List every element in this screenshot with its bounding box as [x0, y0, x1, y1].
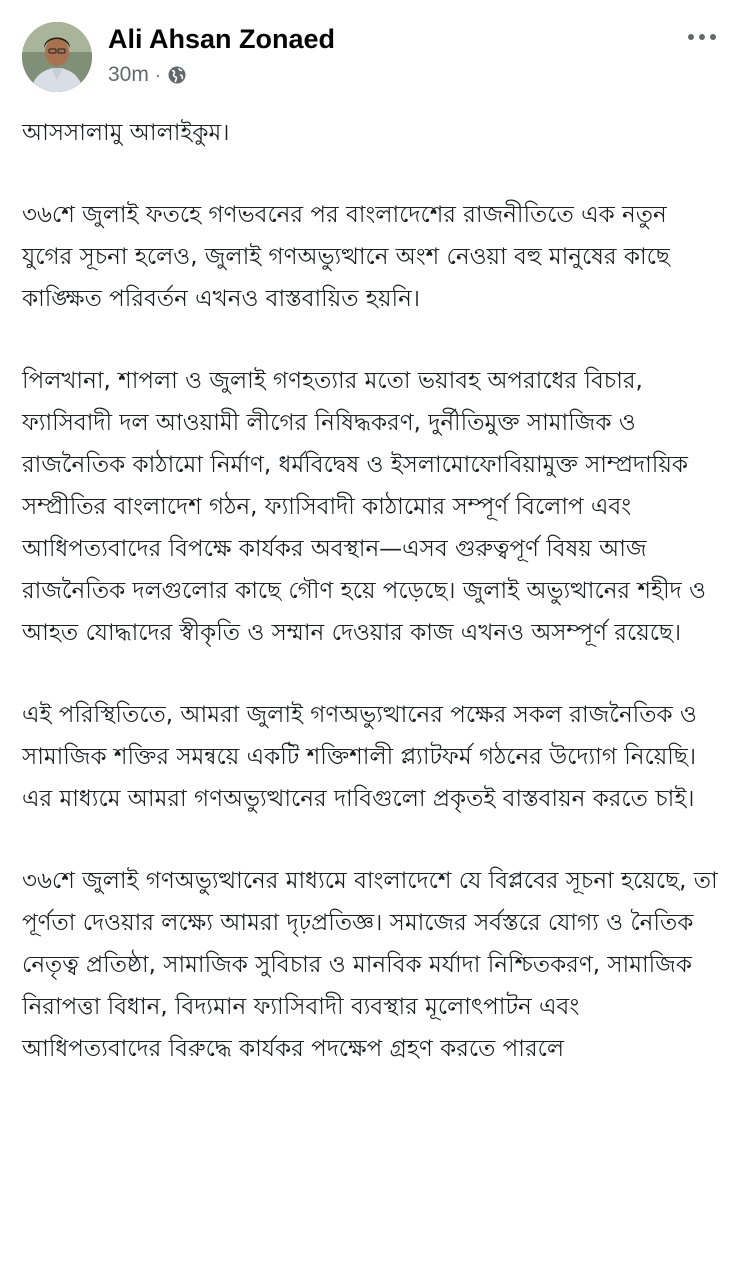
post-paragraph-greeting: আসসালামু আলাইকুম। — [22, 120, 230, 146]
more-options-icon[interactable] — [682, 26, 722, 48]
post-paragraph: এই পরিস্থিতিতে, আমরা জুলাই গণঅভ্যুত্থানের পক্ষের সকল রাজনৈতিক ও সামাজিক শক্তির সমন্বয়ে একটি শক্তিশালী প্ল্যাটফর্ম গঠনের উদ্যোগ নিয়েছি। এর মাধ্যমে আমরা গণঅভ্যুত্থানের দাবিগুলো প্রকৃতই বাস্তবায়ন করতে চাই। — [22, 702, 697, 812]
post-paragraph: পিলখানা, শাপলা ও জুলাই গণহত্যার মতো ভয়াবহ অপরাধের বিচার, ফ্যাসিবাদী দল আওয়ামী লীগের নিষিদ্ধকরণ, দুর্নীতিমুক্ত সামাজিক ও রাজনৈতিক কাঠামো নির্মাণ, ধর্মবিদ্বেষ ও ইসলামোফোবিয়ামুক্ত সাম্প্রদায়িক সম্প্রীতির বাংলাদেশ গঠন, ফ্যাসিবাদী কাঠামোর সম্পূর্ণ বিলোপ এবং আধিপত্যবাদের বিপক্ষে কার্যকর অবস্থান—এসব গুরুত্বপূর্ণ বিষয় আজ রাজনৈতিক দলগুলোর কাছে গৌণ হয়ে পড়েছে। জুলাই অভ্যুত্থানের শহীদ ও আহত যোদ্ধাদের স্বীকৃতি ও সম্মান দেওয়ার কাজ এখনও অসম্পূর্ণ রয়েছে। — [22, 368, 706, 646]
author-avatar[interactable] — [22, 22, 92, 92]
post-meta — [108, 62, 187, 88]
post-paragraph: ৩৬শে জুলাই ফতহে গণভবনের পর বাংলাদেশের রাজনীতিতে এক নতুন যুগের সূচনা হলেও, জুলাই গণঅভ্যুত্থানে অংশ নেওয়া বহু মানুষের কাছে কাঙ্ক্ষিত পরিবর্তন এখনও বাস্তবায়িত হয়নি। — [22, 202, 670, 312]
avatar-image — [22, 22, 92, 92]
post-body — [22, 112, 722, 1110]
post-header — [0, 0, 738, 112]
more-dot — [710, 34, 716, 40]
more-dot — [699, 34, 705, 40]
author-name[interactable]: Ali Ahsan Zonaed — [108, 24, 336, 54]
globe-icon[interactable] — [167, 65, 187, 85]
more-dot — [688, 34, 694, 40]
post-time[interactable]: 30m — [108, 63, 149, 86]
meta-separator: · — [154, 64, 161, 85]
post-paragraph: ৩৬শে জুলাই গণঅভ্যুত্থানের মাধ্যমে বাংলাদেশে যে বিপ্লবের সূচনা হয়েছে, তা পূর্ণতা দেওয়ার লক্ষ্যে আমরা দৃঢ়প্রতিজ্ঞ। সমাজের সর্বস্তরে যোগ্য ও নৈতিক নেতৃত্ব প্রতিষ্ঠা, সামাজিক সুবিচার ও মানবিক মর্যাদা নিশ্চিতকরণ, সামাজিক নিরাপত্তা বিধান, বিদ্যমান ফ্যাসিবাদী ব্যবস্থার মূলোৎপাটন এবং আধিপত্যবাদের বিরুদ্ধে কার্যকর পদক্ষেপ গ্রহণ করতে পারলে — [22, 868, 718, 1062]
